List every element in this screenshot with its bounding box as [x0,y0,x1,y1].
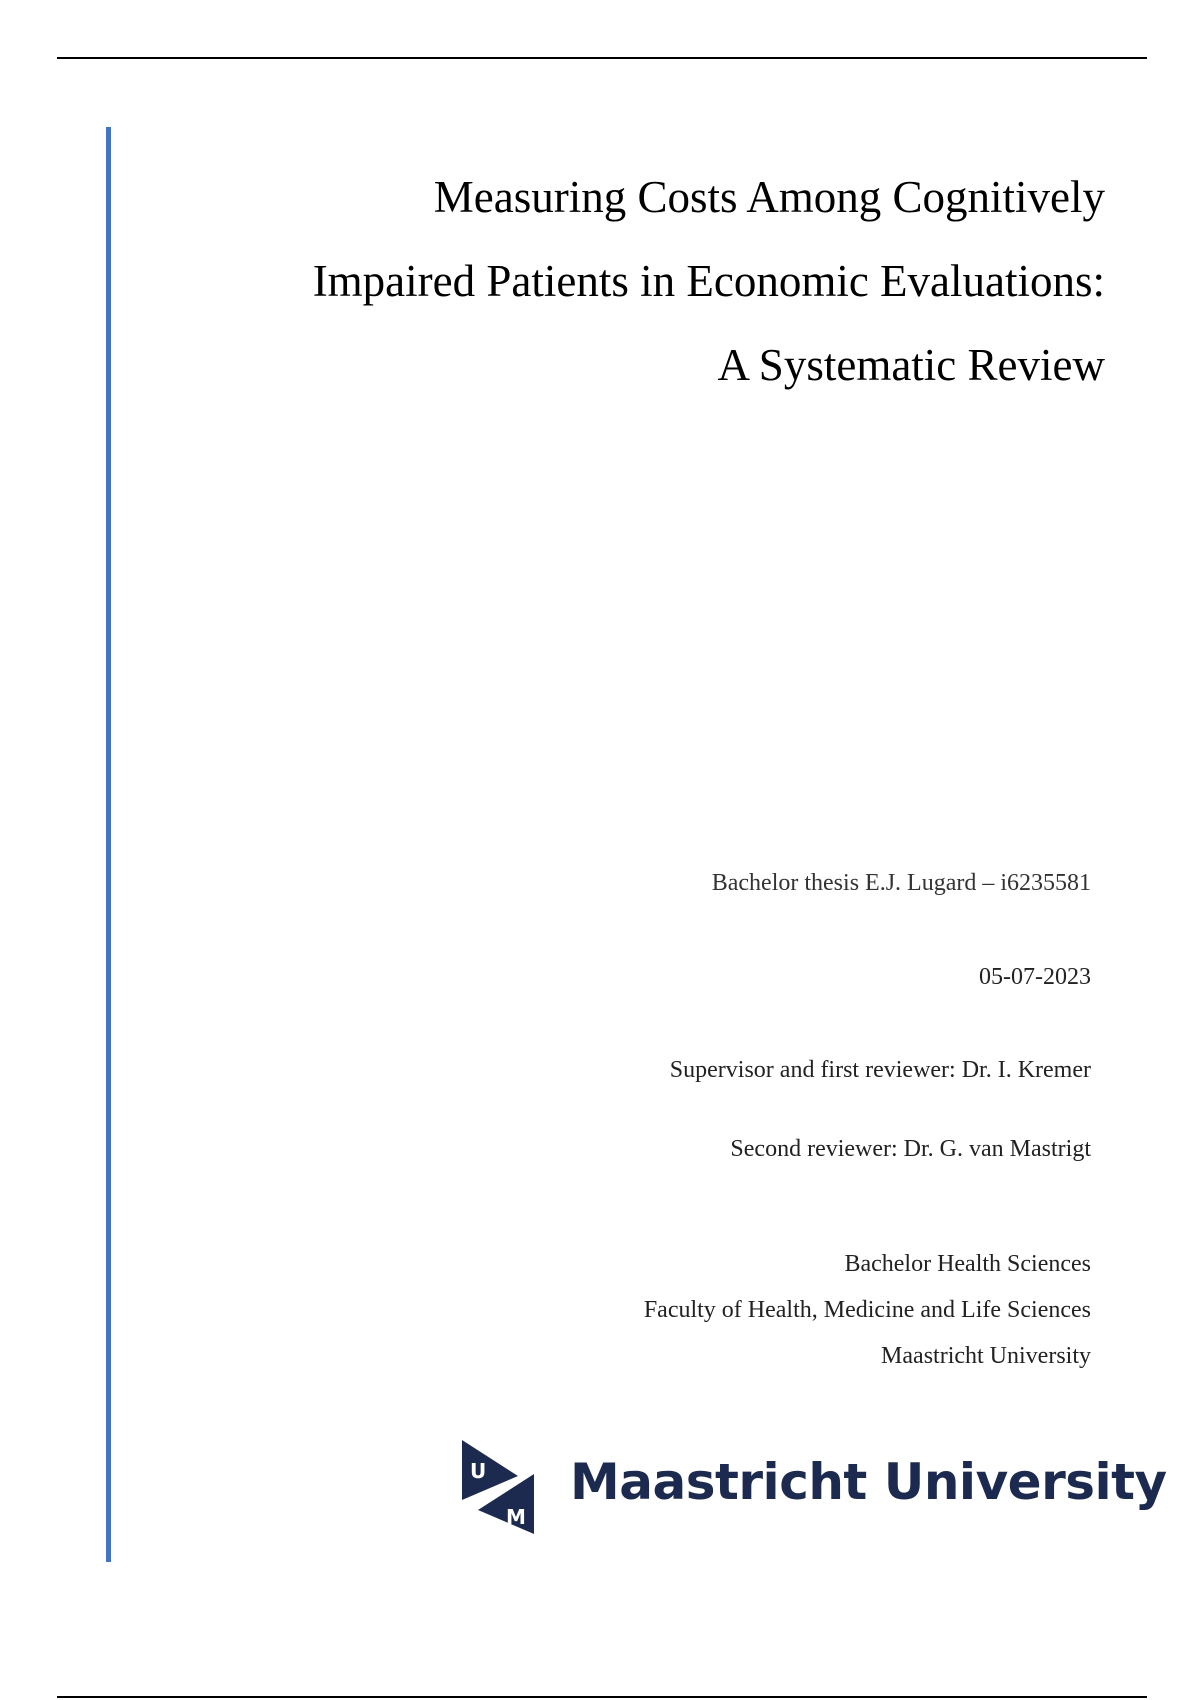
logo-mark-letter-m: M [506,1505,526,1529]
accent-bar [106,127,111,1562]
top-rule [57,57,1147,59]
thesis-author: Bachelor thesis E.J. Lugard – i6235581 [711,870,1091,896]
bottom-rule [57,1696,1147,1698]
university-name: Maastricht University [881,1343,1091,1369]
document-title [205,155,1105,407]
title-line-2: Impaired Patients in Economic Evaluations: [312,256,1105,306]
logo-wordmark: Maastricht University [570,1453,1167,1511]
um-logo-mark-icon [460,1438,536,1536]
title-line-3: A Systematic Review [717,340,1105,390]
title-line-1: Measuring Costs Among Cognitively [433,172,1105,222]
second-reviewer: Second reviewer: Dr. G. van Mastrigt [730,1136,1091,1162]
faculty-name: Faculty of Health, Medicine and Life Sciences [643,1297,1091,1323]
thesis-date: 05-07-2023 [979,964,1091,990]
supervisor: Supervisor and first reviewer: Dr. I. Kremer [669,1057,1091,1083]
program-name: Bachelor Health Sciences [844,1251,1091,1277]
maastricht-university-logo [460,1438,1167,1538]
logo-mark-letter-u: U [470,1459,487,1483]
